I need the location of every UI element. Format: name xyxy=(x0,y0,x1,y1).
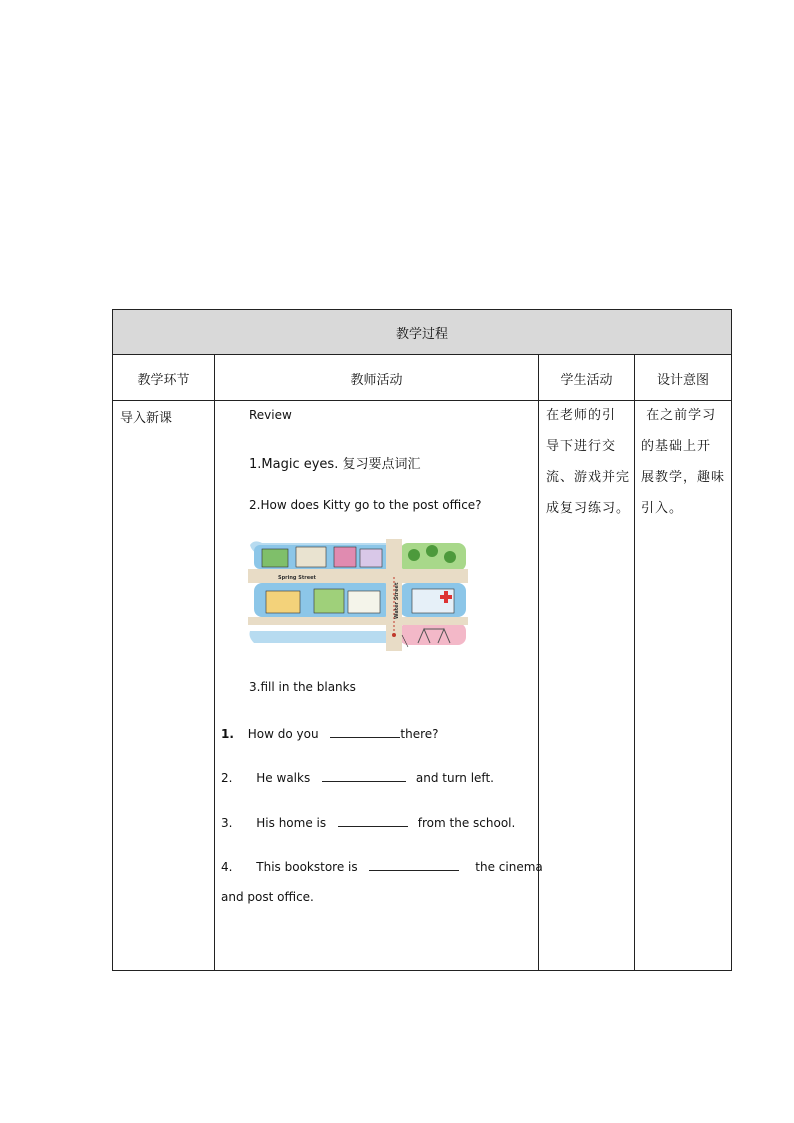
student-line: 在老师的引 xyxy=(546,408,617,423)
spring-street-label: Spring Street xyxy=(278,575,316,581)
student-activity-cell xyxy=(546,400,632,524)
street-map-image xyxy=(248,539,468,651)
header-student: 学生活动 xyxy=(560,372,613,388)
row-divider xyxy=(113,400,731,401)
blank-number: 1. xyxy=(221,727,234,741)
blank-pre: His home is xyxy=(256,816,327,830)
student-line: 成复习练习。 xyxy=(546,501,631,516)
blank-post: the cinema xyxy=(475,860,543,874)
tree-icon xyxy=(426,545,438,557)
blank-line xyxy=(330,725,400,738)
start-point xyxy=(392,633,396,637)
item-fill-blanks: 3.fill in the blanks xyxy=(249,680,356,694)
blank-line xyxy=(369,858,459,871)
header-teacher: 教师活动 xyxy=(350,372,403,388)
building xyxy=(334,547,356,567)
building xyxy=(348,591,380,613)
header-intent: 设计意图 xyxy=(656,372,709,388)
blank-item-4-continued: and post office. xyxy=(221,890,314,904)
review-label: Review xyxy=(249,408,292,422)
water-street-label: Water Street xyxy=(394,582,400,619)
blank-number: 2. xyxy=(221,771,233,785)
column-divider xyxy=(634,355,635,970)
intent-line: 展教学，趣味 xyxy=(641,470,726,485)
column-divider xyxy=(214,355,215,970)
building xyxy=(262,549,288,567)
blank-number: 4. xyxy=(221,860,233,874)
blank-item-4 xyxy=(221,858,543,874)
building xyxy=(314,589,344,613)
bottom-road xyxy=(248,617,468,625)
blank-pre: How do you xyxy=(247,727,319,741)
building xyxy=(360,549,382,567)
blank-pre: This bookstore is xyxy=(256,860,358,874)
building xyxy=(266,591,300,613)
lesson-table xyxy=(112,309,732,971)
blank-post: and turn left. xyxy=(415,771,494,785)
tree-icon xyxy=(444,551,456,563)
blank-number: 3. xyxy=(221,816,233,830)
blank-post: there? xyxy=(400,727,439,741)
blank-item-1 xyxy=(221,725,439,741)
tree-icon xyxy=(408,549,420,561)
table-title: 教学过程 xyxy=(113,310,731,355)
design-intent-cell xyxy=(641,400,729,524)
header-stage: 教学环节 xyxy=(137,372,190,388)
student-line: 流、游戏并完 xyxy=(546,470,631,485)
column-divider xyxy=(538,355,539,970)
building xyxy=(296,547,326,567)
student-line: 导下进行交 xyxy=(546,439,617,454)
blank-item-2 xyxy=(221,769,494,785)
blank-line xyxy=(322,769,406,782)
intent-line: 引入。 xyxy=(641,501,684,516)
item-how-question: 2.How does Kitty go to the post office? xyxy=(249,498,482,512)
item-magic-eyes: 1.Magic eyes. 复习要点词汇 xyxy=(249,457,421,472)
intent-line: 在之前学习 xyxy=(641,408,717,423)
blank-item-3 xyxy=(221,814,515,830)
blank-line xyxy=(338,814,408,827)
blank-pre: He walks xyxy=(256,771,311,785)
stage-cell: 导入新课 xyxy=(120,411,173,426)
intent-line: 的基础上开 xyxy=(641,439,712,454)
blank-post: from the school. xyxy=(417,816,516,830)
playground-block xyxy=(400,623,466,645)
